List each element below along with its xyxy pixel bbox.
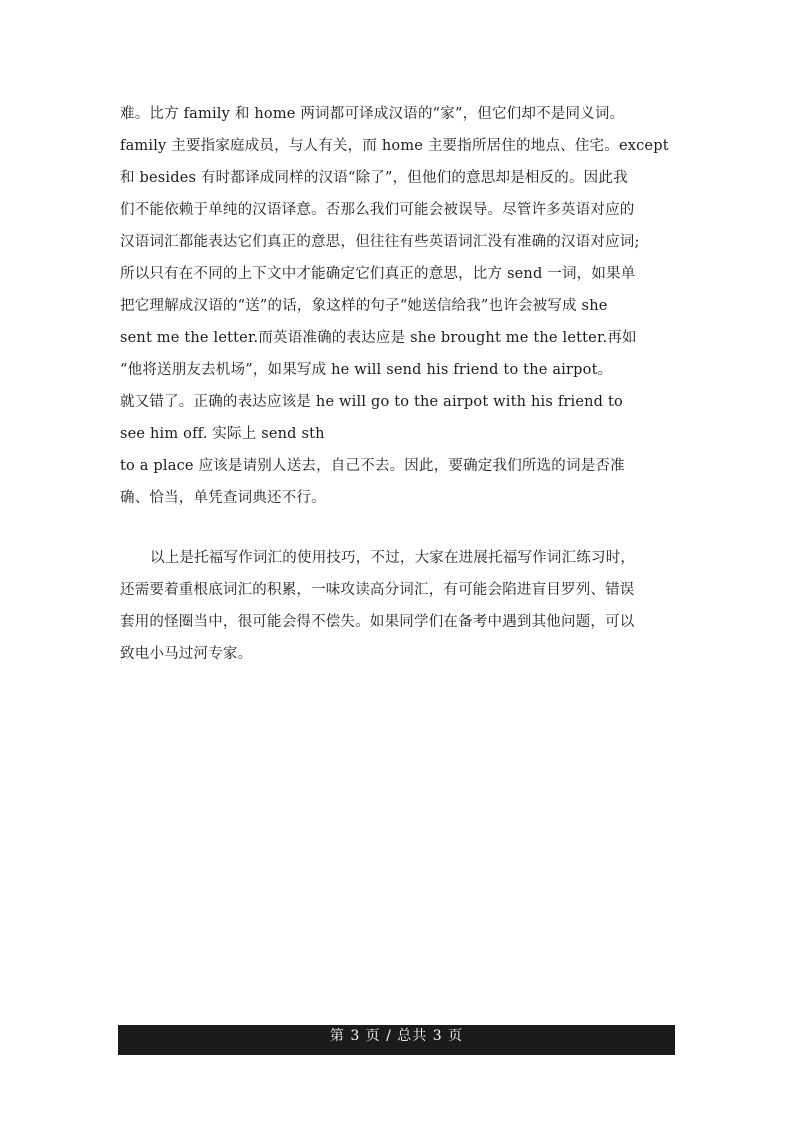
text-line: 们不能依赖于单纯的汉语译意。否那么我们可能会被误导。尽管许多英语对应的 xyxy=(120,202,635,218)
text-line: to a place 应该是请别人送去，自己不去。因此，要确定我们所选的词是否准 xyxy=(120,458,625,474)
text-line: 汉语词汇都能表达它们真正的意思，但往往有些英语词汇没有准确的汉语对应词; xyxy=(120,234,640,250)
text-line: 和 besides 有时都译成同样的汉语“除了”，但他们的意思却是相反的。因此我 xyxy=(120,170,628,186)
page-number: 第 3 页 / 总共 3 页 xyxy=(329,1028,464,1044)
text-line: see him off. 实际上 send sth xyxy=(120,426,325,442)
text-line: 致电小马过河专家。 xyxy=(120,646,253,662)
text-line: 以上是托福写作词汇的使用技巧，不过，大家在进展托福写作词汇练习时， xyxy=(150,550,636,566)
text-line: “他将送朋友去机场”，如果写成 he will send his friend to the airpot。 xyxy=(120,362,613,378)
text-line: 套用的怪圈当中，很可能会得不偿失。如果同学们在备考中遇到其他问题，可以 xyxy=(120,614,635,630)
page-footer xyxy=(118,1025,675,1055)
text-line: 难。比方 family 和 home 两词都可译成汉语的“家”，但它们却不是同义词。 xyxy=(120,106,625,122)
text-line: 还需要着重根底词汇的积累，一味攻读高分词汇，有可能会陷进盲目罗列、错误 xyxy=(120,582,635,598)
text-line: 所以只有在不同的上下文中才能确定它们真正的意思，比方 send 一词，如果单 xyxy=(120,266,636,282)
text-line: family 主要指家庭成员，与人有关，而 home 主要指所居住的地点、住宅。except xyxy=(120,138,669,154)
text-line: 确、恰当，单凭查词典还不行。 xyxy=(120,490,326,506)
text-line: sent me the letter.而英语准确的表达应是 she brought me the letter.再如 xyxy=(120,330,637,346)
text-line: 把它理解成汉语的“送”的话，象这样的句子“她送信给我”也许会被写成 she xyxy=(120,298,608,314)
text-line: 就又错了。正确的表达应该是 he will go to the airpot with his friend to xyxy=(120,394,623,410)
